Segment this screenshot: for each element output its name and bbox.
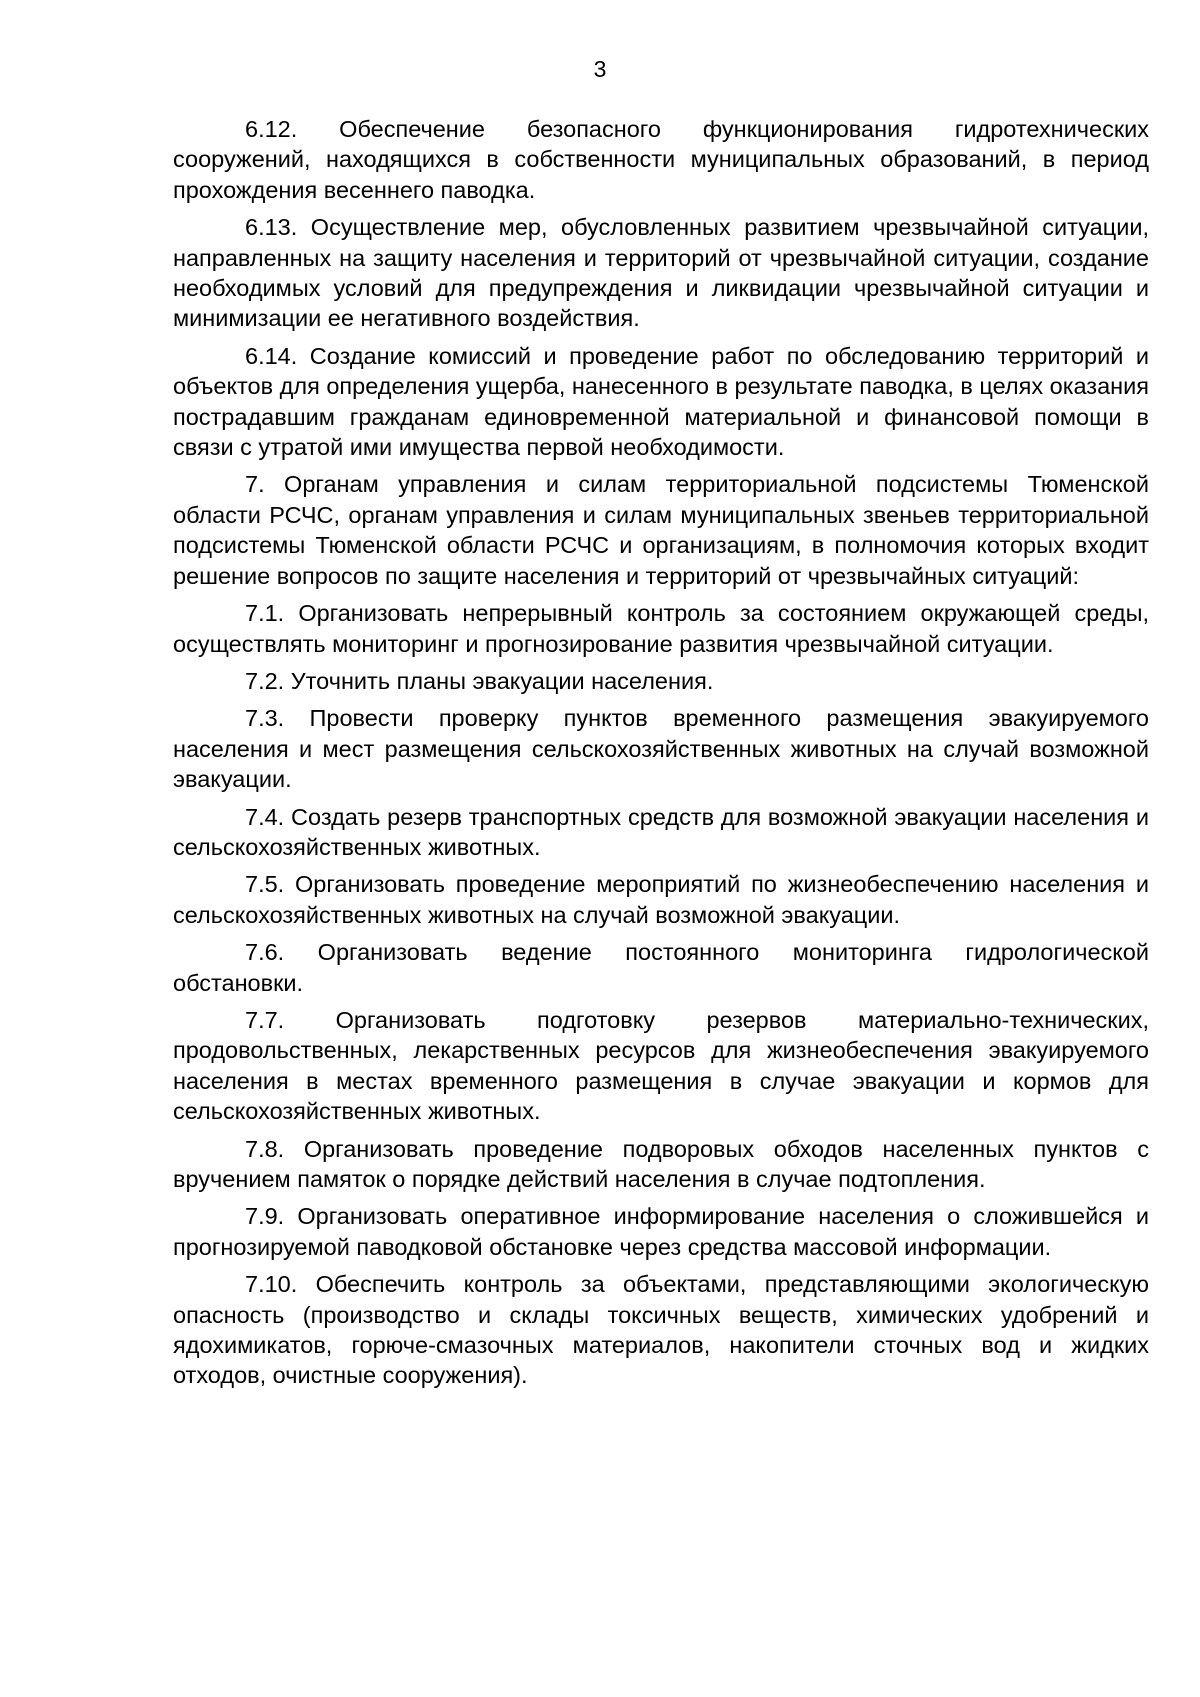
- page-number: 3: [593, 56, 607, 82]
- paragraph-7-7: 7.7. Организовать подготовку резервов материально-технических, продовольственных, лекарственных ресурсов для жизнеобеспечения эвакуируемого населения в местах временного размещения в случае эвакуации и кормов для сельскохозяйственных животных.: [173, 1006, 1149, 1125]
- paragraph-7: 7. Органам управления и силам территориальной подсистемы Тюменской области РСЧС, органам управления и силам муниципальных звеньев территориальной подсистемы Тюменской области РСЧС и организациям, в полномочия которых входит решение вопросов по защите населения и территорий от чрезвычайных ситуаций:: [173, 471, 1149, 589]
- paragraph-6-14: 6.14. Создание комиссий и проведение работ по обследованию территорий и объектов для определения ущерба, нанесенного в результате паводка, в целях оказания пострадавшим гражданам единовременной материальной и финансовой помощи в связи с утратой ими имущества первой необходимости.: [173, 342, 1149, 461]
- paragraph-7-10: 7.10. Обеспечить контроль за объектами, представляющими экологическую опасность (производство и склады токсичных веществ, химических удобрений и ядохимикатов, горюче-смазочных материалов, накопители сточных вод и жидких отходов, очистные сооружения).: [173, 1271, 1149, 1389]
- paragraph-6-12: 6.12. Обеспечение безопасного функционирования гидротехнических сооружений, находящихся в собственности муниципальных образований, в период прохождения весеннего паводка.: [173, 116, 1149, 203]
- paragraph-7-8: 7.8. Организовать проведение подворовых обходов населенных пунктов с вручением памяток о порядке действий населения в случае подтопления.: [173, 1135, 1149, 1192]
- document-body: [173, 114, 1149, 1398]
- paragraph-7-4: 7.4. Создать резерв транспортных средств для возможной эвакуации населения и сельскохозяйственных животных.: [173, 803, 1149, 860]
- paragraph-7-2: 7.2. Уточнить планы эвакуации населения.: [245, 667, 714, 694]
- paragraph-6-13: 6.13. Осуществление мер, обусловленных развитием чрезвычайной ситуации, направленных на защиту населения и территорий от чрезвычайной ситуации, создание необходимых условий для предупреждения и ликвидации чрезвычайной ситуации и минимизации ее негативного воздействия.: [173, 214, 1149, 332]
- paragraph-7-9: 7.9. Организовать оперативное информирование населения о сложившейся и прогнозируемой паводковой обстановке через средства массовой информации.: [173, 1203, 1149, 1260]
- paragraph-7-6: 7.6. Организовать ведение постоянного мониторинга гидрологической обстановки.: [173, 939, 1149, 996]
- paragraph-7-3: 7.3. Провести проверку пунктов временного размещения эвакуируемого населения и мест размещения сельскохозяйственных животных на случай возможной эвакуации.: [173, 705, 1149, 793]
- paragraph-7-1: 7.1. Организовать непрерывный контроль за состоянием окружающей среды, осуществлять мониторинг и прогнозирование развития чрезвычайной ситуации.: [173, 600, 1149, 657]
- paragraph-7-5: 7.5. Организовать проведение мероприятий по жизнеобеспечению населения и сельскохозяйственных животных на случай возможной эвакуации.: [173, 871, 1149, 928]
